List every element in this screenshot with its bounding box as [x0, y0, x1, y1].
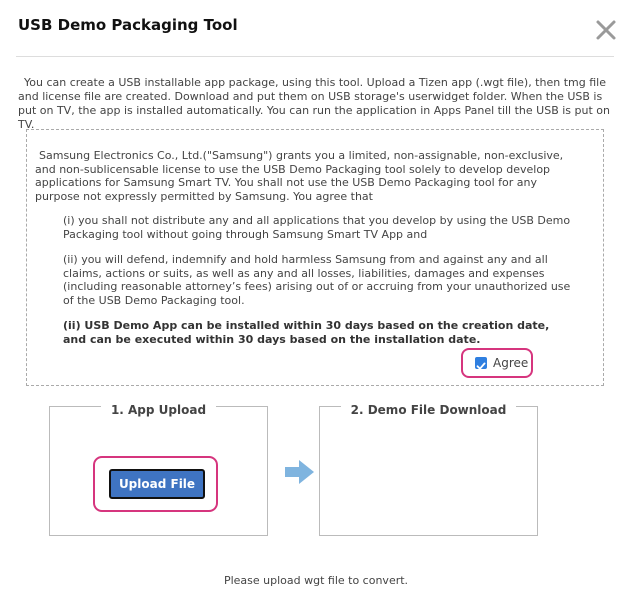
agree-checkbox-group[interactable] [461, 348, 533, 378]
license-clause-bold: (ii) USB Demo App can be installed within 30 days based on the creation date, and can be executed within 30 days based on the installation date. [63, 319, 550, 346]
close-icon [592, 16, 620, 44]
header-divider [16, 56, 614, 57]
app-upload-panel [49, 403, 268, 536]
license-box [26, 129, 604, 386]
demo-download-title-text: 2. Demo File Download [341, 403, 517, 417]
demo-download-title [320, 399, 537, 418]
license-clause-i: (i) you shall not distribute any and all applications that you develop by using the USB Demo Packaging tool without going through Samsung Smart TV App and [63, 214, 571, 241]
checkbox-checked-icon[interactable] [475, 357, 487, 369]
license-intro: Samsung Electronics Co., Ltd.("Samsung") grants you a limited, non-assignable, non-exclusive, and non-sublicensable license to use the USB Demo Packaging tool solely to develop develop applications for Samsung Smart TV. You shall not use the USB Demo Packaging tool for any purpose not expressly permitted by Samsung. You agree that [35, 149, 564, 203]
upload-button-highlight [93, 456, 218, 512]
arrow-right-icon [285, 459, 315, 485]
dialog-header [0, 0, 640, 58]
demo-download-panel [319, 403, 538, 536]
app-upload-title [50, 399, 267, 418]
close-button[interactable] [592, 16, 620, 44]
license-clause-ii: (ii) you will defend, indemnify and hold harmless Samsung from and against any and all claims, actions or suits, as well as any and all losses, liabilities, damages and expenses (including reasonable attorney’s fees) arising out of or accruing from your unauthorized use of the USB Demo Packaging tool. [63, 253, 571, 307]
dialog-title: USB Demo Packaging Tool [18, 16, 238, 34]
agree-label: Agree [493, 356, 529, 370]
status-message: Please upload wgt file to convert. [223, 574, 409, 587]
upload-file-button[interactable]: Upload File [109, 469, 205, 499]
intro-text: You can create a USB installable app package, using this tool. Upload a Tizen app (.wgt file), then tmg file and license file are created. Download and put them on USB storage's userwidget folder. When the USB is put on TV, the app is installed automatically. You can run the application in Apps Panel till the USB is put on TV. [18, 76, 610, 131]
app-upload-title-text: 1. App Upload [101, 403, 216, 417]
